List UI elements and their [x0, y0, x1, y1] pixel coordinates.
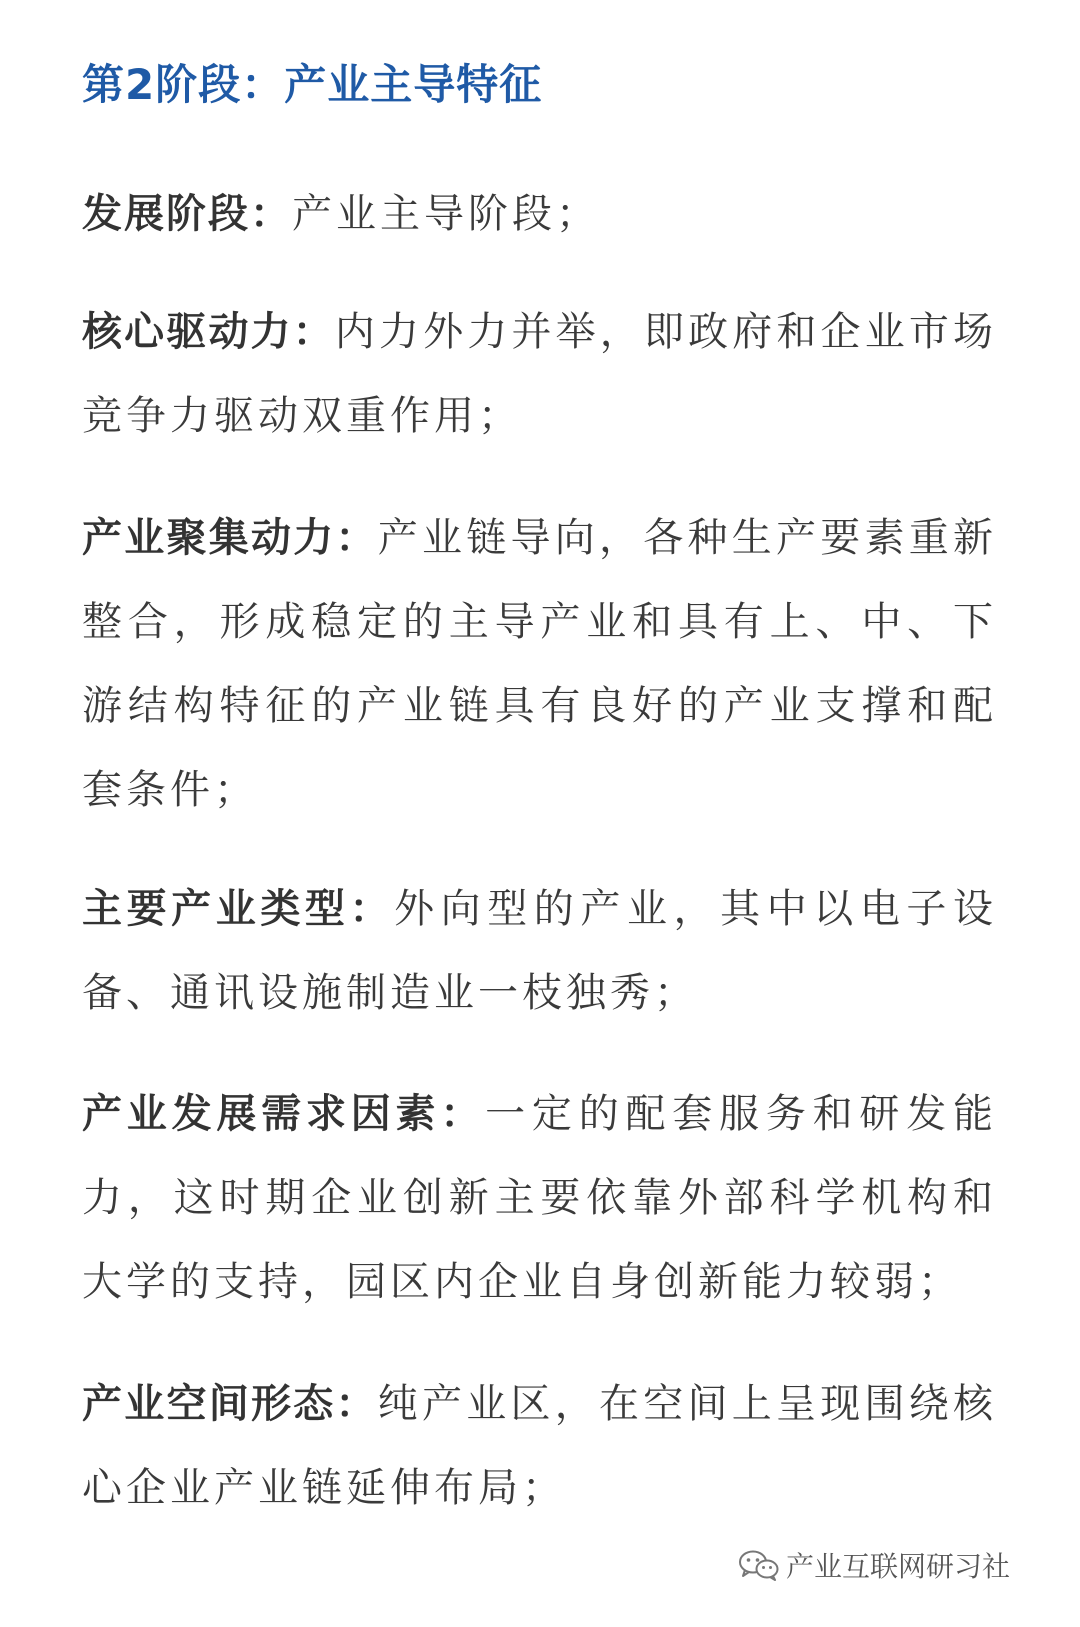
paragraph-label: 核心驱动力： — [82, 309, 335, 355]
paragraph-text: 产业链导向，各种生产要素重新整合，形成稳定的主导产业和具有上、中、下游结构特征的产业链具有良好的产业支撑和配套条件； — [82, 515, 997, 813]
paragraph-development-stage — [82, 172, 997, 256]
watermark — [738, 1545, 1010, 1585]
wechat-icon — [738, 1549, 780, 1581]
paragraph-text: 内力外力并举，即政府和企业市场竞争力驱动双重作用； — [82, 309, 998, 439]
paragraph-core-driver — [82, 290, 997, 458]
paragraph-label: 发展阶段： — [82, 191, 292, 237]
paragraph-spatial-form — [82, 1362, 997, 1530]
paragraph-demand-factors — [82, 1072, 997, 1324]
paragraph-label: 产业空间形态： — [82, 1381, 378, 1427]
paragraph-text: 外向型的产业，其中以电子设备、通讯设施制造业一枝独秀； — [82, 886, 998, 1016]
paragraph-label: 产业发展需求因素： — [82, 1091, 486, 1137]
paragraph-label: 产业聚集动力： — [82, 515, 378, 561]
paragraph-label: 主要产业类型： — [82, 886, 395, 932]
paragraph-text: 纯产业区，在空间上呈现围绕核心企业产业链延伸布局； — [82, 1381, 997, 1511]
paragraph-text: 一定的配套服务和研发能力，这时期企业创新主要依靠外部科学机构和大学的支持，园区内企业自身创新能力较弱； — [82, 1091, 998, 1305]
paragraph-agglomeration-driver — [82, 496, 997, 832]
watermark-text: 产业互联网研习社 — [785, 1550, 1010, 1583]
paragraph-text: 产业主导阶段； — [292, 191, 600, 237]
paragraph-industry-type — [82, 867, 997, 1035]
section-title: 第2阶段：产业主导特征 — [82, 60, 543, 109]
